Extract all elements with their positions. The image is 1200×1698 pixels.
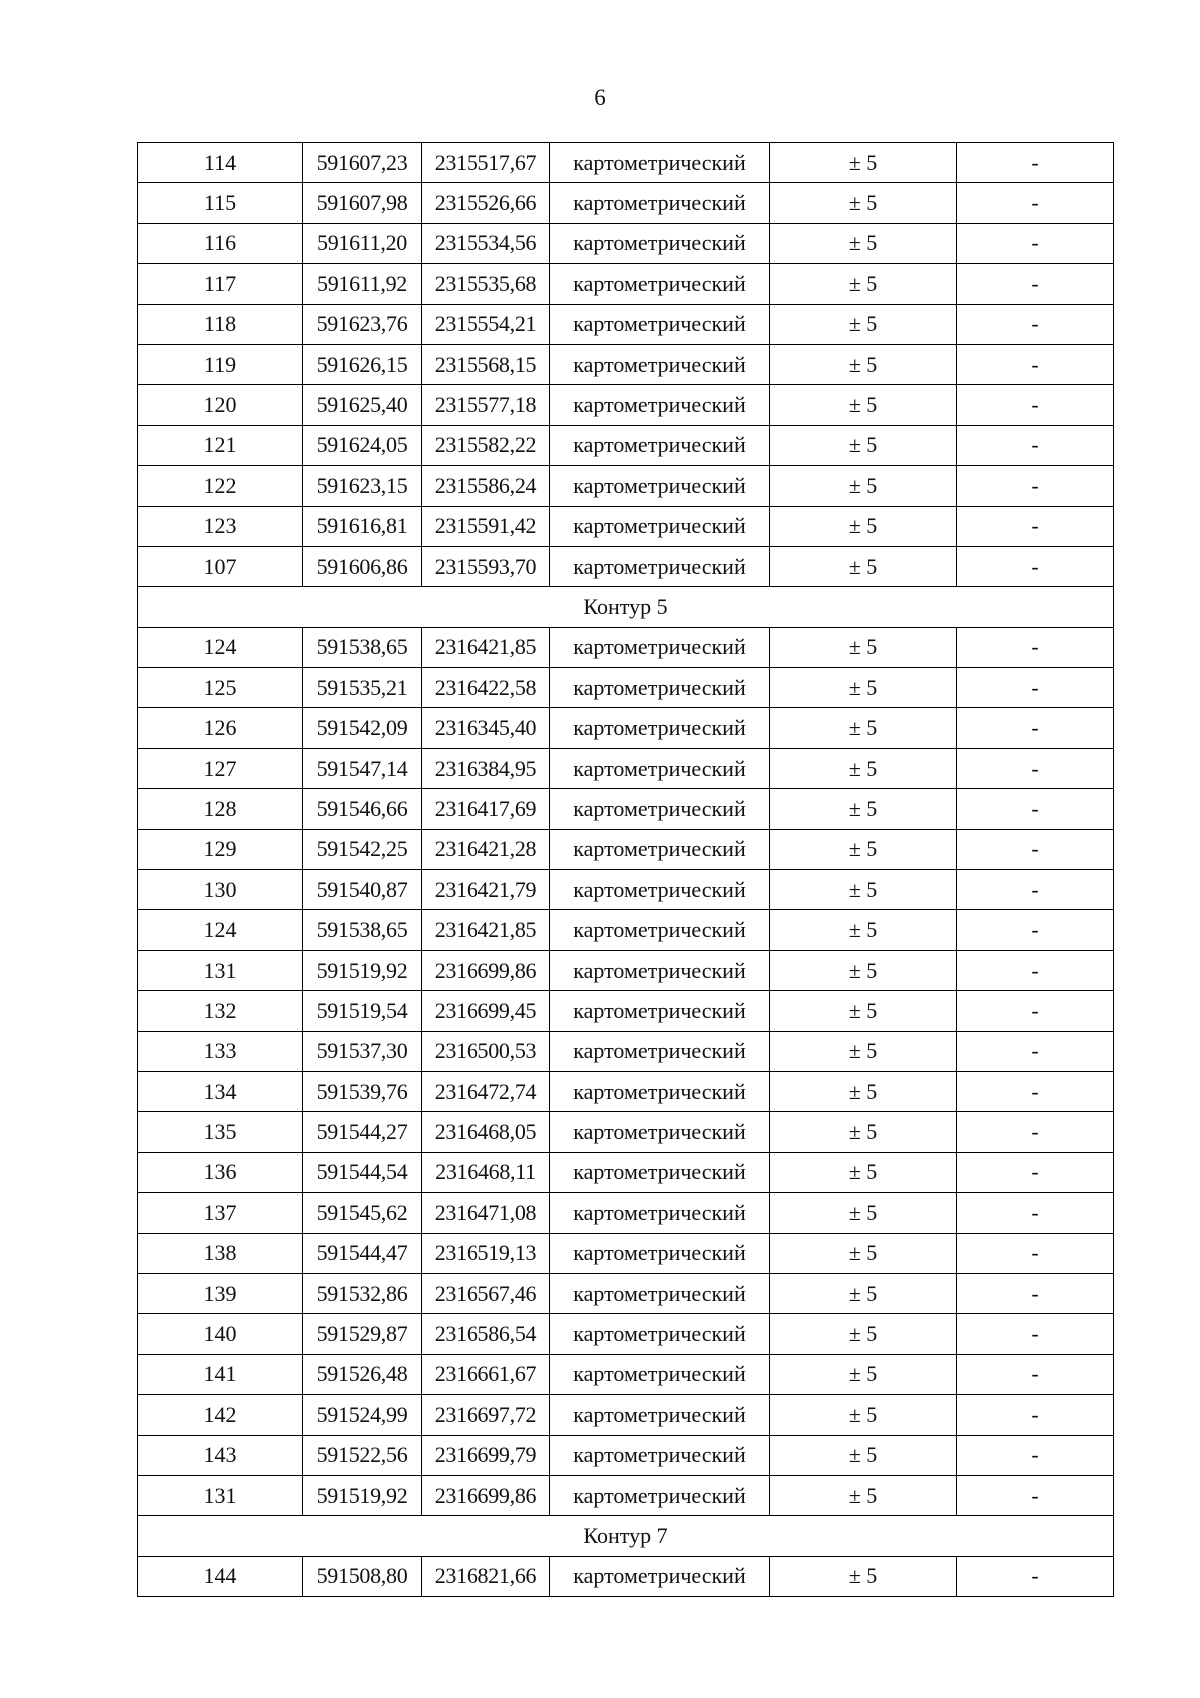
x-coordinate-cell: 591606,86 xyxy=(303,546,422,586)
table-row xyxy=(138,304,1114,344)
x-coordinate-cell: 591538,65 xyxy=(303,910,422,950)
point-number-cell: 122 xyxy=(138,466,303,506)
point-number-cell: 132 xyxy=(138,991,303,1031)
note-cell: - xyxy=(957,344,1114,384)
y-coordinate-cell: 2316699,45 xyxy=(422,991,550,1031)
x-coordinate-cell: 591519,92 xyxy=(303,950,422,990)
point-number-cell: 134 xyxy=(138,1071,303,1111)
y-coordinate-cell: 2316421,28 xyxy=(422,829,550,869)
y-coordinate-cell: 2316421,79 xyxy=(422,870,550,910)
x-coordinate-cell: 591623,15 xyxy=(303,466,422,506)
x-coordinate-cell: 591537,30 xyxy=(303,1031,422,1071)
note-cell: - xyxy=(957,385,1114,425)
point-number-cell: 123 xyxy=(138,506,303,546)
method-cell: картометрический xyxy=(550,1556,770,1596)
method-cell: картометрический xyxy=(550,1233,770,1273)
table-row xyxy=(138,1233,1114,1273)
note-cell: - xyxy=(957,668,1114,708)
method-cell: картометрический xyxy=(550,627,770,667)
x-coordinate-cell: 591519,92 xyxy=(303,1475,422,1515)
table-row xyxy=(138,991,1114,1031)
note-cell: - xyxy=(957,950,1114,990)
note-cell: - xyxy=(957,1395,1114,1435)
method-cell: картометрический xyxy=(550,668,770,708)
note-cell: - xyxy=(957,506,1114,546)
note-cell: - xyxy=(957,264,1114,304)
x-coordinate-cell: 591542,25 xyxy=(303,829,422,869)
point-number-cell: 130 xyxy=(138,870,303,910)
accuracy-cell: ± 5 xyxy=(770,344,957,384)
point-number-cell: 118 xyxy=(138,304,303,344)
x-coordinate-cell: 591544,27 xyxy=(303,1112,422,1152)
method-cell: картометрический xyxy=(550,183,770,223)
x-coordinate-cell: 591623,76 xyxy=(303,304,422,344)
x-coordinate-cell: 591624,05 xyxy=(303,425,422,465)
table-row xyxy=(138,264,1114,304)
y-coordinate-cell: 2316661,67 xyxy=(422,1354,550,1394)
method-cell: картометрический xyxy=(550,991,770,1031)
x-coordinate-cell: 591611,20 xyxy=(303,223,422,263)
accuracy-cell: ± 5 xyxy=(770,1071,957,1111)
x-coordinate-cell: 591607,98 xyxy=(303,183,422,223)
method-cell: картометрический xyxy=(550,748,770,788)
note-cell: - xyxy=(957,1193,1114,1233)
table-row xyxy=(138,1314,1114,1354)
method-cell: картометрический xyxy=(550,910,770,950)
y-coordinate-cell: 2316468,11 xyxy=(422,1152,550,1192)
method-cell: картометрический xyxy=(550,1112,770,1152)
y-coordinate-cell: 2316699,86 xyxy=(422,1475,550,1515)
table-row xyxy=(138,1395,1114,1435)
table-row xyxy=(138,627,1114,667)
method-cell: картометрический xyxy=(550,708,770,748)
coordinates-table xyxy=(137,142,1114,1597)
table-row xyxy=(138,425,1114,465)
table-row xyxy=(138,344,1114,384)
table-row xyxy=(138,143,1114,183)
table-row xyxy=(138,506,1114,546)
y-coordinate-cell: 2316345,40 xyxy=(422,708,550,748)
note-cell: - xyxy=(957,789,1114,829)
method-cell: картометрический xyxy=(550,1273,770,1313)
page-number: 6 xyxy=(594,85,606,110)
y-coordinate-cell: 2315554,21 xyxy=(422,304,550,344)
point-number-cell: 128 xyxy=(138,789,303,829)
x-coordinate-cell: 591526,48 xyxy=(303,1354,422,1394)
x-coordinate-cell: 591625,40 xyxy=(303,385,422,425)
table-row xyxy=(138,1031,1114,1071)
point-number-cell: 125 xyxy=(138,668,303,708)
y-coordinate-cell: 2316468,05 xyxy=(422,1112,550,1152)
accuracy-cell: ± 5 xyxy=(770,1152,957,1192)
point-number-cell: 131 xyxy=(138,950,303,990)
y-coordinate-cell: 2316519,13 xyxy=(422,1233,550,1273)
x-coordinate-cell: 591544,54 xyxy=(303,1152,422,1192)
y-coordinate-cell: 2315517,67 xyxy=(422,143,550,183)
accuracy-cell: ± 5 xyxy=(770,304,957,344)
method-cell: картометрический xyxy=(550,1314,770,1354)
table-row xyxy=(138,789,1114,829)
x-coordinate-cell: 591524,99 xyxy=(303,1395,422,1435)
section-title: Контур 7 xyxy=(138,1516,1114,1556)
section-header-row xyxy=(138,587,1114,627)
accuracy-cell: ± 5 xyxy=(770,1273,957,1313)
x-coordinate-cell: 591607,23 xyxy=(303,143,422,183)
y-coordinate-cell: 2315526,66 xyxy=(422,183,550,223)
note-cell: - xyxy=(957,1435,1114,1475)
section-header-row xyxy=(138,1516,1114,1556)
y-coordinate-cell: 2316500,53 xyxy=(422,1031,550,1071)
table-row xyxy=(138,950,1114,990)
y-coordinate-cell: 2316471,08 xyxy=(422,1193,550,1233)
table-row xyxy=(138,183,1114,223)
method-cell: картометрический xyxy=(550,223,770,263)
y-coordinate-cell: 2316699,79 xyxy=(422,1435,550,1475)
point-number-cell: 140 xyxy=(138,1314,303,1354)
y-coordinate-cell: 2315591,42 xyxy=(422,506,550,546)
point-number-cell: 138 xyxy=(138,1233,303,1273)
x-coordinate-cell: 591532,86 xyxy=(303,1273,422,1313)
x-coordinate-cell: 591626,15 xyxy=(303,344,422,384)
point-number-cell: 121 xyxy=(138,425,303,465)
method-cell: картометрический xyxy=(550,546,770,586)
point-number-cell: 133 xyxy=(138,1031,303,1071)
note-cell: - xyxy=(957,870,1114,910)
table-row xyxy=(138,1435,1114,1475)
x-coordinate-cell: 591539,76 xyxy=(303,1071,422,1111)
y-coordinate-cell: 2316422,58 xyxy=(422,668,550,708)
y-coordinate-cell: 2315568,15 xyxy=(422,344,550,384)
note-cell: - xyxy=(957,1556,1114,1596)
note-cell: - xyxy=(957,1112,1114,1152)
method-cell: картометрический xyxy=(550,304,770,344)
note-cell: - xyxy=(957,466,1114,506)
accuracy-cell: ± 5 xyxy=(770,1475,957,1515)
y-coordinate-cell: 2316699,86 xyxy=(422,950,550,990)
table-row xyxy=(138,708,1114,748)
x-coordinate-cell: 591535,21 xyxy=(303,668,422,708)
section-title: Контур 5 xyxy=(138,587,1114,627)
method-cell: картометрический xyxy=(550,950,770,990)
accuracy-cell: ± 5 xyxy=(770,1556,957,1596)
note-cell: - xyxy=(957,546,1114,586)
method-cell: картометрический xyxy=(550,789,770,829)
note-cell: - xyxy=(957,1314,1114,1354)
table-row xyxy=(138,1071,1114,1111)
y-coordinate-cell: 2315535,68 xyxy=(422,264,550,304)
point-number-cell: 144 xyxy=(138,1556,303,1596)
table-row xyxy=(138,1112,1114,1152)
table-row xyxy=(138,466,1114,506)
note-cell: - xyxy=(957,304,1114,344)
table-row xyxy=(138,1475,1114,1515)
x-coordinate-cell: 591544,47 xyxy=(303,1233,422,1273)
point-number-cell: 116 xyxy=(138,223,303,263)
accuracy-cell: ± 5 xyxy=(770,466,957,506)
x-coordinate-cell: 591616,81 xyxy=(303,506,422,546)
point-number-cell: 135 xyxy=(138,1112,303,1152)
note-cell: - xyxy=(957,748,1114,788)
note-cell: - xyxy=(957,1031,1114,1071)
method-cell: картометрический xyxy=(550,506,770,546)
note-cell: - xyxy=(957,1071,1114,1111)
accuracy-cell: ± 5 xyxy=(770,425,957,465)
accuracy-cell: ± 5 xyxy=(770,1395,957,1435)
accuracy-cell: ± 5 xyxy=(770,546,957,586)
table-row xyxy=(138,223,1114,263)
table-row xyxy=(138,870,1114,910)
accuracy-cell: ± 5 xyxy=(770,870,957,910)
table-row xyxy=(138,1152,1114,1192)
note-cell: - xyxy=(957,1152,1114,1192)
table-row xyxy=(138,1193,1114,1233)
accuracy-cell: ± 5 xyxy=(770,1314,957,1354)
note-cell: - xyxy=(957,829,1114,869)
point-number-cell: 131 xyxy=(138,1475,303,1515)
point-number-cell: 129 xyxy=(138,829,303,869)
table-row xyxy=(138,385,1114,425)
table-row xyxy=(138,1273,1114,1313)
note-cell: - xyxy=(957,1273,1114,1313)
method-cell: картометрический xyxy=(550,1193,770,1233)
point-number-cell: 114 xyxy=(138,143,303,183)
method-cell: картометрический xyxy=(550,143,770,183)
note-cell: - xyxy=(957,1475,1114,1515)
note-cell: - xyxy=(957,708,1114,748)
point-number-cell: 142 xyxy=(138,1395,303,1435)
method-cell: картометрический xyxy=(550,829,770,869)
accuracy-cell: ± 5 xyxy=(770,223,957,263)
method-cell: картометрический xyxy=(550,385,770,425)
x-coordinate-cell: 591547,14 xyxy=(303,748,422,788)
x-coordinate-cell: 591542,09 xyxy=(303,708,422,748)
accuracy-cell: ± 5 xyxy=(770,789,957,829)
x-coordinate-cell: 591545,62 xyxy=(303,1193,422,1233)
y-coordinate-cell: 2316821,66 xyxy=(422,1556,550,1596)
accuracy-cell: ± 5 xyxy=(770,708,957,748)
method-cell: картометрический xyxy=(550,1395,770,1435)
accuracy-cell: ± 5 xyxy=(770,910,957,950)
accuracy-cell: ± 5 xyxy=(770,1354,957,1394)
note-cell: - xyxy=(957,1354,1114,1394)
accuracy-cell: ± 5 xyxy=(770,950,957,990)
accuracy-cell: ± 5 xyxy=(770,668,957,708)
point-number-cell: 120 xyxy=(138,385,303,425)
point-number-cell: 115 xyxy=(138,183,303,223)
point-number-cell: 137 xyxy=(138,1193,303,1233)
accuracy-cell: ± 5 xyxy=(770,1435,957,1475)
table-row xyxy=(138,668,1114,708)
accuracy-cell: ± 5 xyxy=(770,385,957,425)
x-coordinate-cell: 591611,92 xyxy=(303,264,422,304)
note-cell: - xyxy=(957,627,1114,667)
point-number-cell: 127 xyxy=(138,748,303,788)
y-coordinate-cell: 2316421,85 xyxy=(422,627,550,667)
accuracy-cell: ± 5 xyxy=(770,264,957,304)
point-number-cell: 124 xyxy=(138,910,303,950)
accuracy-cell: ± 5 xyxy=(770,748,957,788)
note-cell: - xyxy=(957,223,1114,263)
y-coordinate-cell: 2316472,74 xyxy=(422,1071,550,1111)
note-cell: - xyxy=(957,143,1114,183)
method-cell: картометрический xyxy=(550,1435,770,1475)
accuracy-cell: ± 5 xyxy=(770,143,957,183)
method-cell: картометрический xyxy=(550,1475,770,1515)
x-coordinate-cell: 591529,87 xyxy=(303,1314,422,1354)
method-cell: картометрический xyxy=(550,344,770,384)
y-coordinate-cell: 2316567,46 xyxy=(422,1273,550,1313)
y-coordinate-cell: 2316697,72 xyxy=(422,1395,550,1435)
point-number-cell: 126 xyxy=(138,708,303,748)
table-row xyxy=(138,1556,1114,1596)
note-cell: - xyxy=(957,425,1114,465)
y-coordinate-cell: 2315577,18 xyxy=(422,385,550,425)
note-cell: - xyxy=(957,991,1114,1031)
note-cell: - xyxy=(957,910,1114,950)
y-coordinate-cell: 2315582,22 xyxy=(422,425,550,465)
y-coordinate-cell: 2316417,69 xyxy=(422,789,550,829)
accuracy-cell: ± 5 xyxy=(770,991,957,1031)
accuracy-cell: ± 5 xyxy=(770,183,957,223)
note-cell: - xyxy=(957,1233,1114,1273)
x-coordinate-cell: 591546,66 xyxy=(303,789,422,829)
accuracy-cell: ± 5 xyxy=(770,1193,957,1233)
method-cell: картометрический xyxy=(550,1152,770,1192)
accuracy-cell: ± 5 xyxy=(770,1031,957,1071)
table-row xyxy=(138,748,1114,788)
table-row xyxy=(138,1354,1114,1394)
method-cell: картометрический xyxy=(550,264,770,304)
point-number-cell: 139 xyxy=(138,1273,303,1313)
x-coordinate-cell: 591540,87 xyxy=(303,870,422,910)
point-number-cell: 141 xyxy=(138,1354,303,1394)
accuracy-cell: ± 5 xyxy=(770,506,957,546)
y-coordinate-cell: 2316586,54 xyxy=(422,1314,550,1354)
x-coordinate-cell: 591519,54 xyxy=(303,991,422,1031)
table-row xyxy=(138,829,1114,869)
accuracy-cell: ± 5 xyxy=(770,829,957,869)
coordinates-table-body xyxy=(138,143,1114,1597)
y-coordinate-cell: 2315586,24 xyxy=(422,466,550,506)
accuracy-cell: ± 5 xyxy=(770,627,957,667)
method-cell: картометрический xyxy=(550,425,770,465)
y-coordinate-cell: 2315534,56 xyxy=(422,223,550,263)
note-cell: - xyxy=(957,183,1114,223)
method-cell: картометрический xyxy=(550,1354,770,1394)
table-row xyxy=(138,546,1114,586)
y-coordinate-cell: 2316421,85 xyxy=(422,910,550,950)
point-number-cell: 119 xyxy=(138,344,303,384)
point-number-cell: 124 xyxy=(138,627,303,667)
point-number-cell: 136 xyxy=(138,1152,303,1192)
x-coordinate-cell: 591522,56 xyxy=(303,1435,422,1475)
method-cell: картометрический xyxy=(550,466,770,506)
y-coordinate-cell: 2316384,95 xyxy=(422,748,550,788)
method-cell: картометрический xyxy=(550,870,770,910)
table-row xyxy=(138,910,1114,950)
method-cell: картометрический xyxy=(550,1031,770,1071)
x-coordinate-cell: 591538,65 xyxy=(303,627,422,667)
point-number-cell: 117 xyxy=(138,264,303,304)
point-number-cell: 143 xyxy=(138,1435,303,1475)
accuracy-cell: ± 5 xyxy=(770,1233,957,1273)
y-coordinate-cell: 2315593,70 xyxy=(422,546,550,586)
x-coordinate-cell: 591508,80 xyxy=(303,1556,422,1596)
point-number-cell: 107 xyxy=(138,546,303,586)
method-cell: картометрический xyxy=(550,1071,770,1111)
accuracy-cell: ± 5 xyxy=(770,1112,957,1152)
